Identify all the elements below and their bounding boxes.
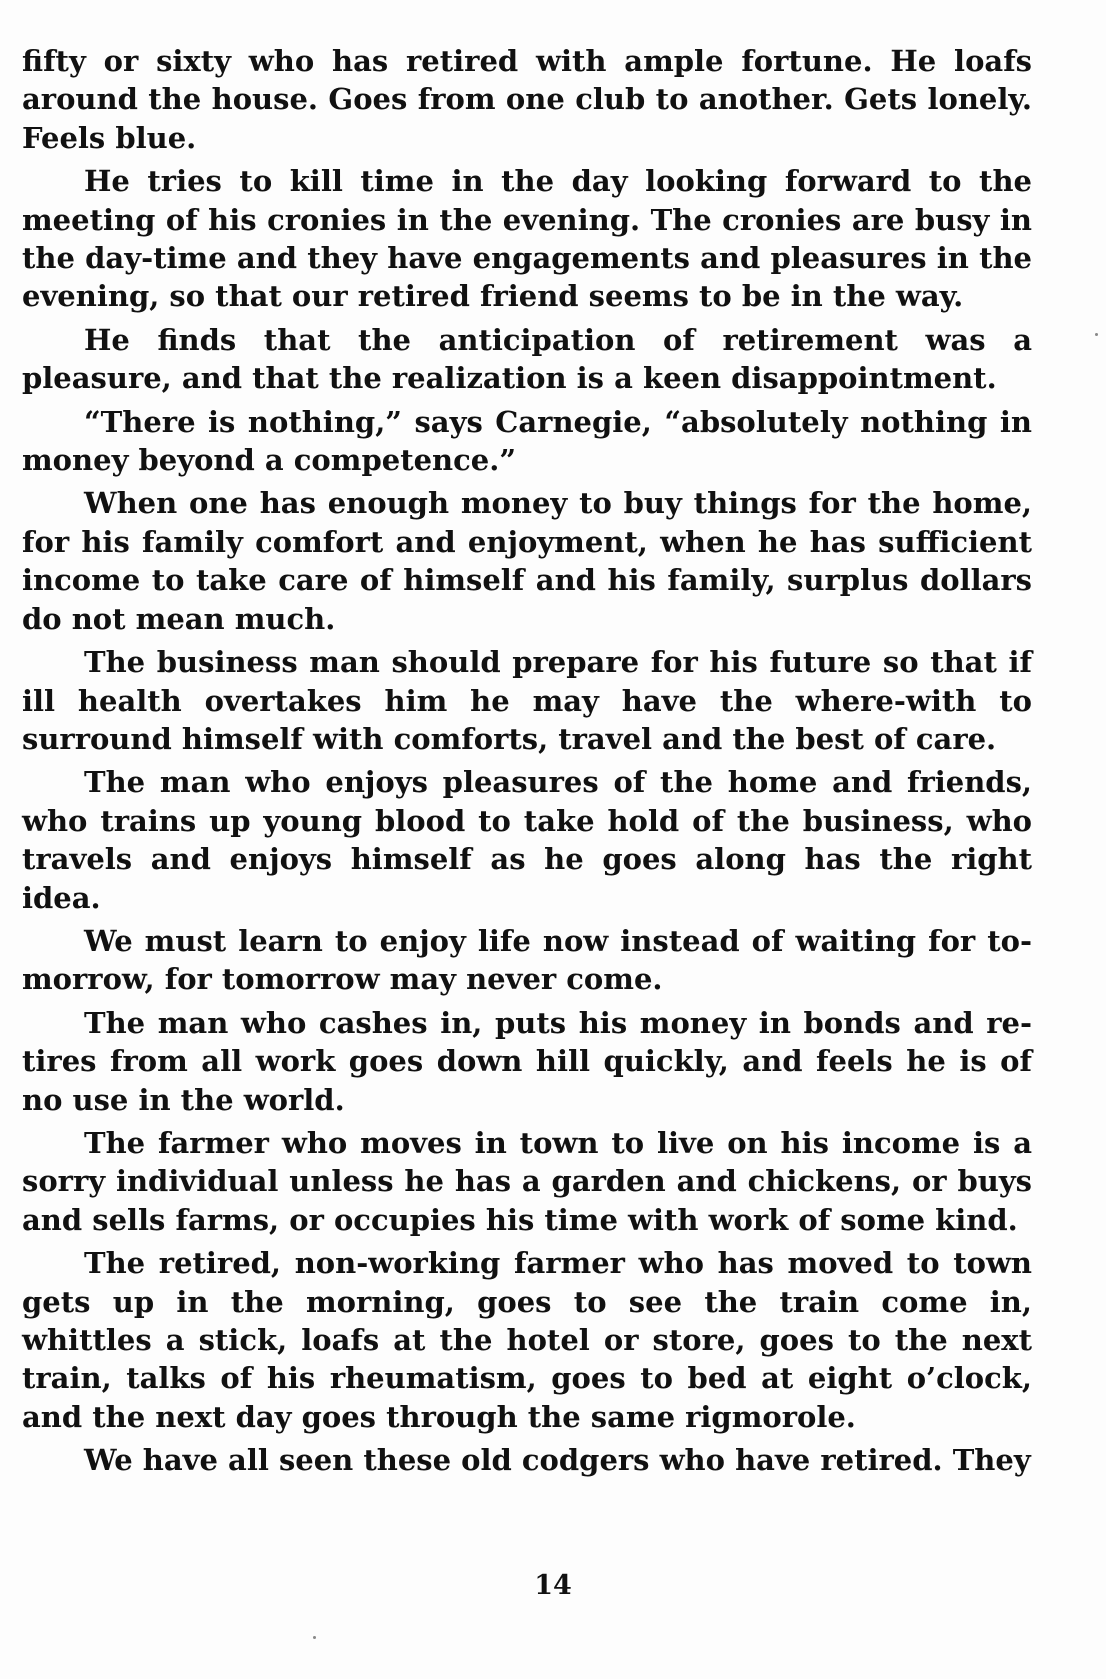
paragraph: He finds that the anticipation of retirement was a pleasure, and that the realization is a keen disappointment. [22,322,1032,396]
paragraph: We must learn to enjoy life now instead of waiting for to-morrow, for tomorrow may never come. [22,923,1032,997]
paragraph: When one has enough money to buy things for the home, for his family comfort and enjoyment, when he has sufficient income to take care of himself and his family, surplus dollars do not mean much. [22,486,1032,636]
paragraph: He tries to kill time in the day looking forward to the meeting of his cronies in the evening. The cronies are busy in the day-time and they have engagements and pleasures in the evening, so that our retired friend seems to be in the way. [22,164,1032,314]
page-body-text [22,42,1032,1485]
paragraph: The man who cashes in, puts his money in bonds and re-tires from all work goes down hill quickly, and feels he is of no use in the world. [22,1005,1032,1117]
paragraph: The business man should prepare for his future so that if ill health overtakes him he may have the where-with to surround himself with comforts, travel and the best of care. [22,645,1032,756]
paragraph: The man who enjoys pleasures of the home and friends, who trains up young blood to take hold of the business, who travels and enjoys himself as he goes along has the right idea. [22,765,1032,915]
paragraph: The farmer who moves in town to live on his income is a sorry individual unless he has a garden and chickens, or buys and sells farms, or occupies his time with work of some kind. [22,1125,1032,1237]
paragraph: We have all seen these old codgers who have retired. They [84,1443,1031,1478]
scan-speck [313,1636,316,1639]
scan-speck [1095,333,1098,336]
paragraph: “There is nothing,” says Carnegie, “absolutely nothing in money beyond a competence.” [22,404,1032,478]
paragraph: fifty or sixty who has retired with ample fortune. He loafs around the house. Goes from one club to another. Gets lonely. Feels blue. [22,44,1032,155]
page-number: 14 [534,1570,572,1601]
paragraph: The retired, non-working farmer who has moved to town gets up in the morning, goes to see the train come in, whittles a stick, loafs at the hotel or store, goes to the next train, talks of his rheumatism, goes to bed at eight o’clock, and the next day goes through the same rigmorole. [22,1246,1032,1434]
